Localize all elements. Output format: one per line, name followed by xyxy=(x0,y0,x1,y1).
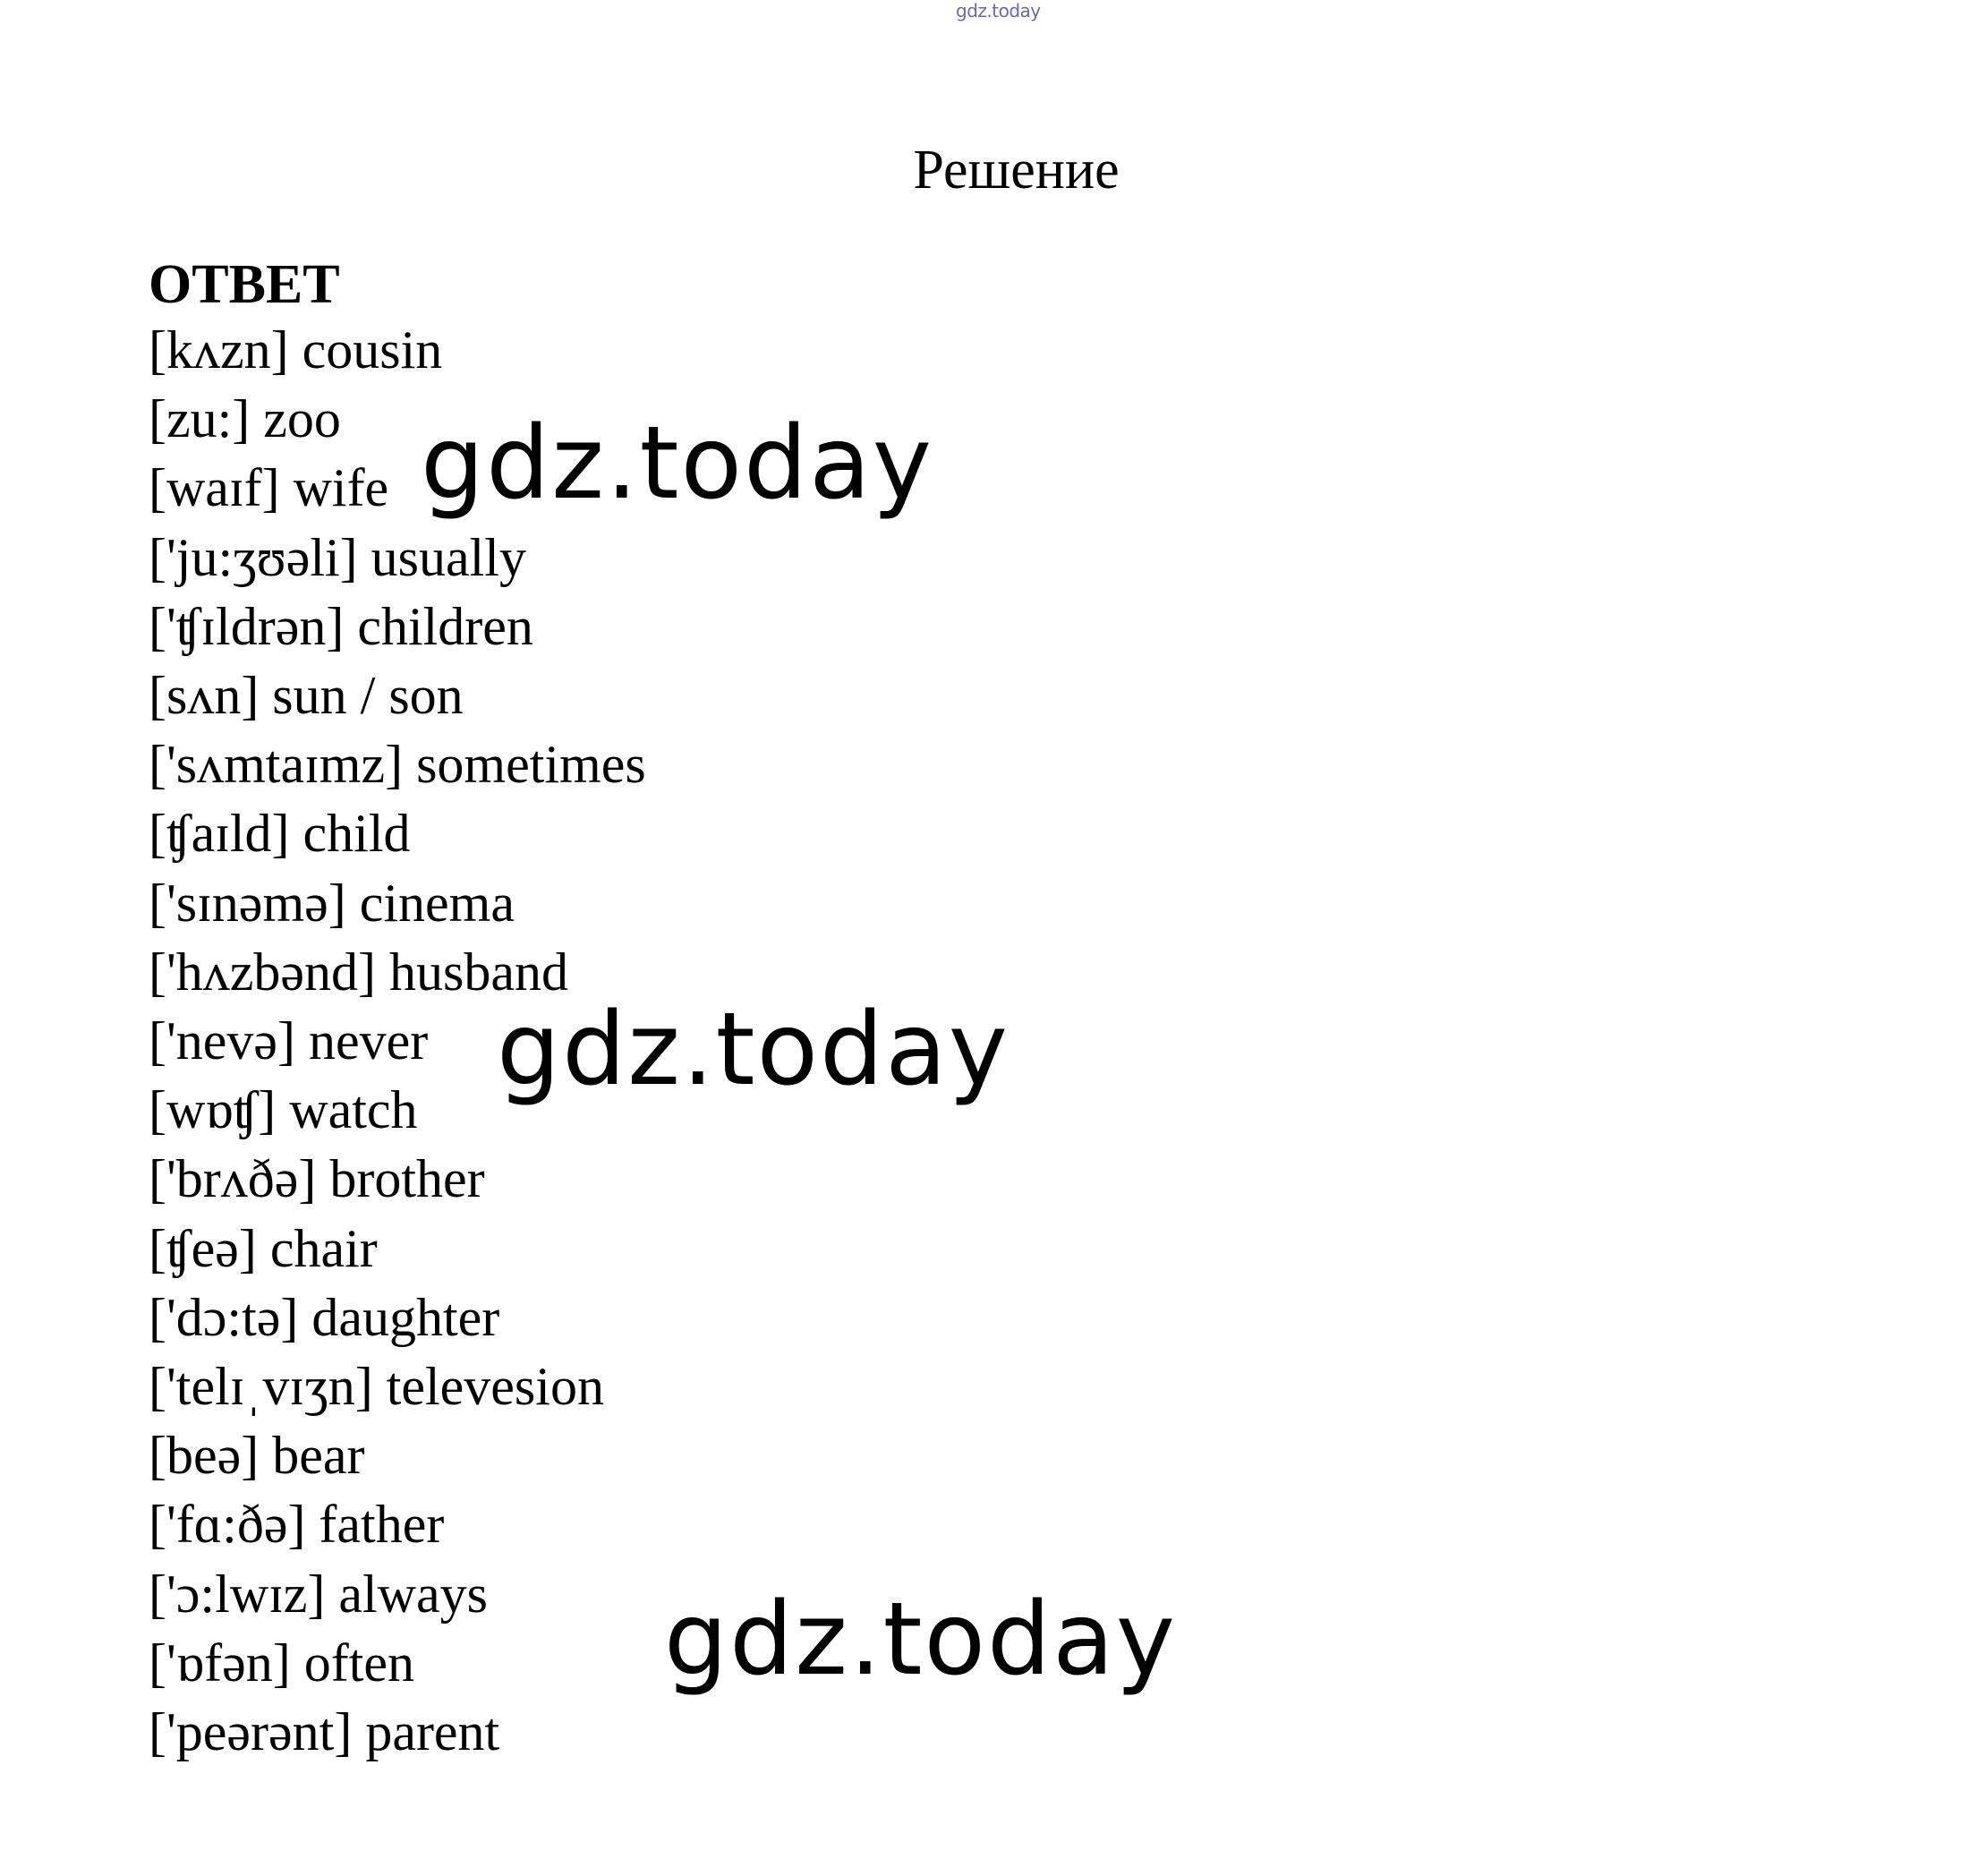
entry-cousin: [kʌzn] cousin xyxy=(149,320,443,379)
entry-often: ['ɒfən] often xyxy=(149,1633,415,1693)
watermark-overlay: gdz.today xyxy=(421,405,934,522)
entry-televesion: ['telɪˌvɪʒn] televesion xyxy=(149,1357,604,1417)
answer-title: ОТВЕТ xyxy=(149,254,340,315)
entry-sometimes: ['sʌmtaɪmz] sometimes xyxy=(149,735,646,795)
entry-watch: [wɒʧ] watch xyxy=(149,1080,418,1140)
entry-usually: ['ju:ʒʊəli] usually xyxy=(149,527,526,587)
entry-bear: [beə] bear xyxy=(149,1426,365,1486)
top-watermark: gdz.today xyxy=(956,0,1041,21)
entry-children: ['ʧɪldrən] children xyxy=(149,596,533,656)
entry-always: ['ɔ:lwɪz] always xyxy=(149,1564,488,1624)
entry-chair: [ʧeə] chair xyxy=(149,1218,378,1278)
entry-wife: [waɪf] wife xyxy=(149,458,389,518)
entry-zoo: [zu:] zoo xyxy=(149,389,341,449)
page-heading xyxy=(0,134,1968,206)
entry-parent: ['peərənt] parent xyxy=(149,1702,500,1762)
entry-cinema: ['sɪnəmə] cinema xyxy=(149,873,515,933)
entry-husband: ['hʌzbənd] husband xyxy=(149,942,569,1002)
entry-child: [ʧaɪld] child xyxy=(149,804,411,864)
entry-never: ['nevə] never xyxy=(149,1011,429,1071)
entry-father: ['fɑ:ðə] father xyxy=(149,1495,445,1555)
watermark-overlay: gdz.today xyxy=(664,1582,1178,1698)
entry-brother: ['brʌðə] brother xyxy=(149,1149,485,1209)
heading-text: Решение xyxy=(913,140,1120,200)
watermark-overlay: gdz.today xyxy=(497,992,1010,1108)
entry-daughter: ['dɔ:tə] daughter xyxy=(149,1287,500,1347)
entry-sun-son: [sʌn] sun / son xyxy=(149,666,464,726)
